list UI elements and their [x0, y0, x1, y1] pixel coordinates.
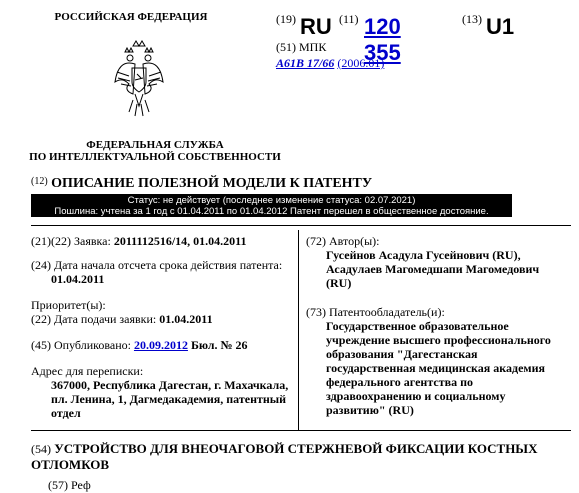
invention-title-line-2: ОТЛОМКОВ — [31, 457, 110, 472]
country-code: RU — [300, 14, 332, 39]
patent-number-link[interactable]: 120 355 — [364, 14, 401, 65]
address-line-2: пл. Ленина, 1, Дагмедакадемия, патентный — [51, 392, 287, 406]
author-2-country: (RU) — [326, 276, 352, 290]
ipc-version: (2006.01) — [337, 56, 385, 70]
address-line-1: 367000, Республика Дагестан, г. Махачкала, — [51, 378, 289, 392]
status-bar — [31, 194, 512, 217]
code-11: (11) — [339, 12, 359, 26]
document-title — [31, 176, 372, 192]
term-label: (24) Дата начала отсчета срока действия патента: — [31, 258, 283, 272]
author-2: Асадулаев Магомедшапи Магомедович — [326, 262, 540, 276]
term-value: 01.04.2011 — [51, 272, 105, 286]
published-field — [31, 338, 248, 352]
divider-top — [31, 225, 571, 226]
address-label: Адрес для переписки: — [31, 364, 144, 378]
application-field — [31, 234, 247, 248]
kind-code: U1 — [486, 14, 515, 39]
country-name: РОССИЙСКАЯ ФЕДЕРАЦИЯ — [54, 11, 208, 23]
filing-value: 01.04.2011 — [159, 312, 213, 326]
owner-line: федерального агентства по — [326, 375, 473, 389]
code-19: (19) — [276, 12, 296, 26]
published-label: (45) Опубликовано: — [31, 338, 131, 352]
divider-bottom — [31, 430, 571, 431]
application-label: (21)(22) Заявка: — [31, 234, 111, 248]
address-field — [31, 364, 288, 420]
priority-label: Приоритет(ы): — [31, 298, 106, 312]
agency-line-2: ПО ИНТЕЛЛЕКТУАЛЬНОЙ СОБСТВЕННОСТИ — [29, 151, 281, 163]
owner-line: государственная медицинская академия — [326, 361, 545, 375]
coat-of-arms-emblem — [113, 38, 165, 118]
invention-code: (54) — [31, 442, 51, 456]
owner-line: Государственное образовательное — [326, 319, 509, 333]
owner-line: учреждение высшего профессионального — [326, 333, 551, 347]
title-text: ОПИСАНИЕ ПОЛЕЗНОЙ МОДЕЛИ К ПАТЕНТУ — [51, 176, 373, 191]
address-line-3: отдел — [51, 406, 81, 420]
invention-title — [31, 441, 537, 472]
title-code: (12) — [31, 176, 48, 187]
ipc-class-link[interactable]: A61B 17/66 — [276, 56, 335, 70]
owner-line: развитию" (RU) — [326, 403, 414, 417]
published-date-link[interactable]: 20.09.2012 — [133, 338, 188, 352]
authors-label: (72) Автор(ы): — [306, 234, 380, 248]
term-field — [31, 258, 282, 286]
agency-name — [0, 139, 310, 163]
application-value: 2011112516/14, 01.04.2011 — [113, 234, 247, 248]
ipc-classification — [276, 56, 384, 71]
invention-title-line-1: УСТРОЙСТВО ДЛЯ ВНЕОЧАГОВОЙ СТЕРЖНЕВОЙ ФИКСАЦИИ КОСТНЫХ — [54, 441, 538, 456]
mpk-label: (51) МПК — [276, 40, 327, 54]
filing-label: (22) Дата подачи заявки: — [31, 312, 157, 326]
abstract-heading-cutoff: (57) Реф — [48, 478, 91, 492]
code-13: (13) — [462, 12, 482, 26]
column-divider — [298, 230, 299, 430]
fee-line: Пошлина: учтена за 1 год с 01.04.2011 по 01.04.2012 Патент перешел в общественное достояние. — [54, 206, 489, 217]
owner-line: здравоохранению и социальному — [326, 389, 506, 403]
owner-field — [306, 305, 551, 417]
author-1: Гусейнов Асадула Гусейнович (RU), — [326, 248, 521, 262]
owner-line: образования "Дагестанская — [326, 347, 478, 361]
agency-line-1: ФЕДЕРАЛЬНАЯ СЛУЖБА — [86, 139, 224, 151]
owner-label: (73) Патентообладатель(и): — [306, 305, 445, 319]
priority-field — [31, 298, 213, 326]
status-line: Статус: не действует (последнее изменение статуса: 02.07.2021) — [127, 195, 416, 206]
bulletin: Бюл. № 26 — [190, 338, 248, 352]
authors-field — [306, 234, 539, 290]
